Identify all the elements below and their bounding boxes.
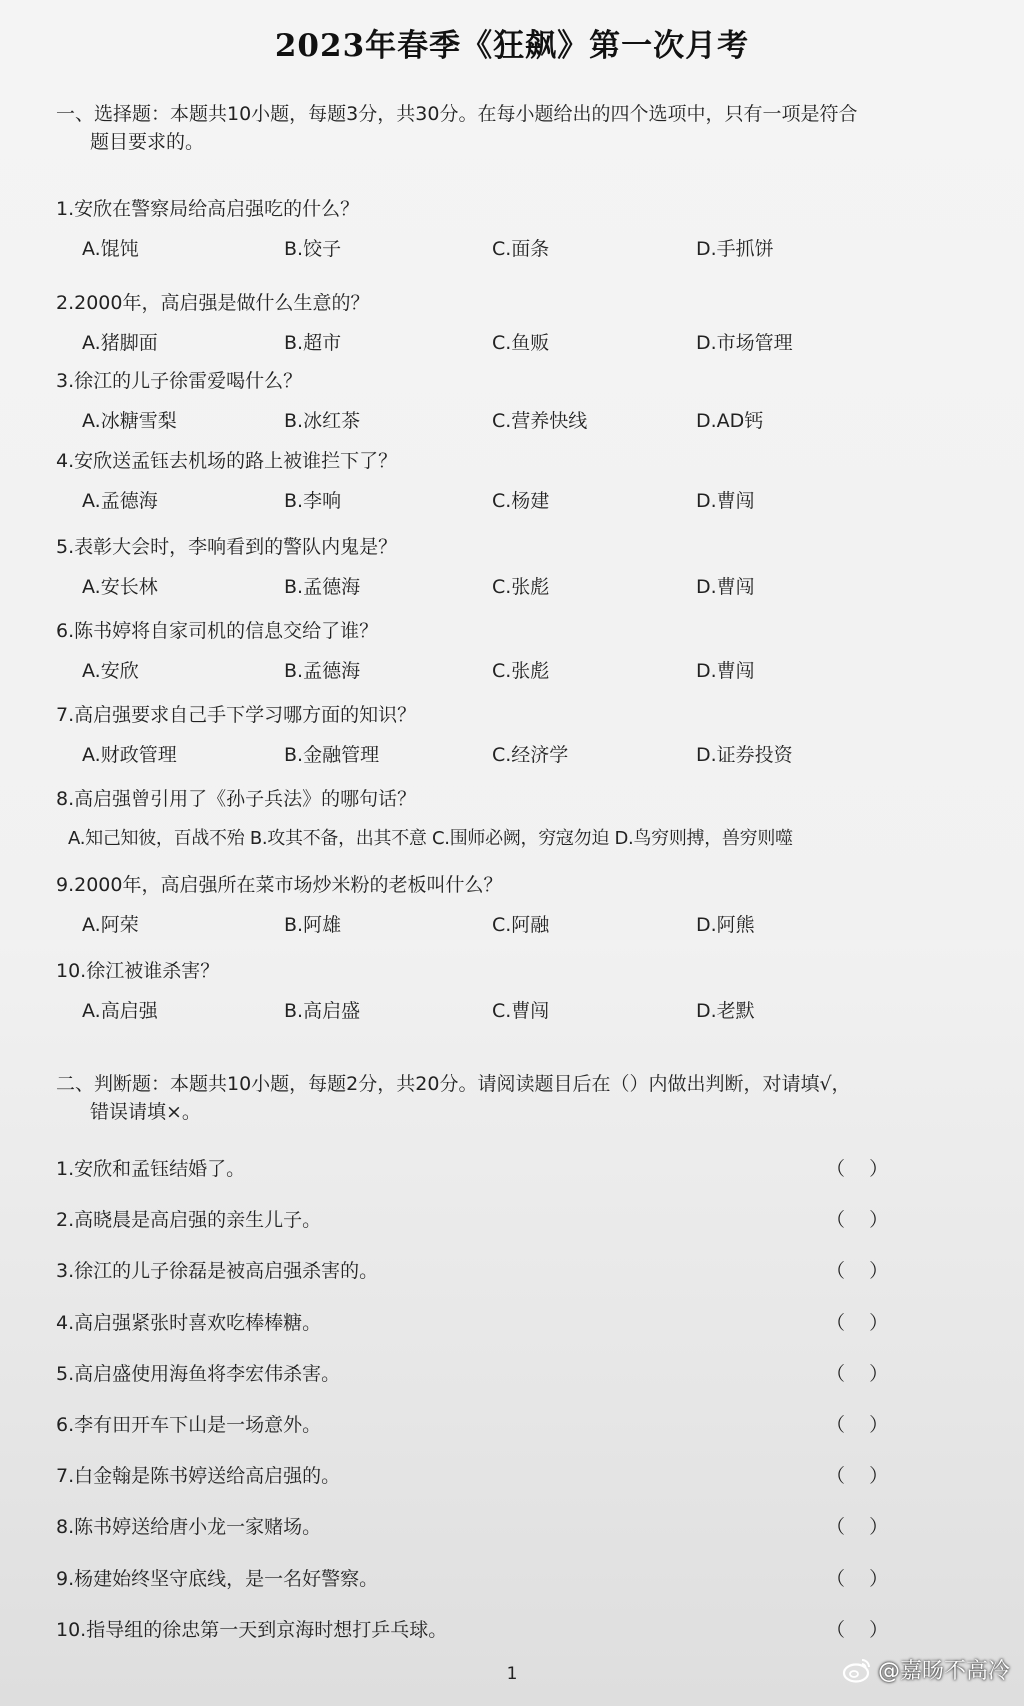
mc-option[interactable]: D.老默 xyxy=(696,1000,755,1022)
mc-options-1 xyxy=(82,236,982,262)
mc-question-4: 4.安欣送孟钰去机场的路上被谁拦下了？ xyxy=(56,450,398,472)
mc-option[interactable]: C.面条 xyxy=(492,238,550,260)
tf-statement: 1.安欣和孟钰结婚了。 xyxy=(56,1158,246,1180)
mc-option[interactable]: D.AD钙 xyxy=(696,410,764,432)
mc-option[interactable]: C.营养快线 xyxy=(492,410,588,432)
mc-options-3 xyxy=(82,408,982,434)
mc-option[interactable]: C.曹闯 xyxy=(492,1000,550,1022)
answer-bracket[interactable]: （ ） xyxy=(826,1362,889,1385)
mc-option[interactable]: A.馄饨 xyxy=(82,238,139,260)
mc-option[interactable]: C.鱼贩 xyxy=(492,332,550,354)
tf-item-7 xyxy=(56,1463,889,1489)
answer-bracket[interactable]: （ ） xyxy=(826,1414,889,1436)
watermark xyxy=(842,1654,1010,1685)
tf-item-1 xyxy=(56,1156,889,1182)
tf-statement: 2.高晓晨是高启强的亲生儿子。 xyxy=(56,1209,322,1232)
answer-bracket[interactable]: （ ） xyxy=(826,1618,889,1641)
answer-bracket[interactable]: （ ） xyxy=(826,1260,889,1283)
mc-option[interactable]: B.冰红茶 xyxy=(284,410,361,432)
watermark-text: @嘉旸不高冷 xyxy=(877,1659,1010,1684)
mc-option[interactable]: A.孟德海 xyxy=(82,490,158,512)
tf-item-8 xyxy=(56,1514,889,1540)
tf-item-9 xyxy=(56,1566,889,1592)
section2-heading-line1: 二、判断题：本题共10小题，每题2分，共20分。请阅读题目后在（）内做出判断，对请填√， xyxy=(56,1073,851,1095)
mc-question-9: 9.2000年，高启强所在菜市场炒米粉的老板叫什么？ xyxy=(56,874,503,896)
mc-option[interactable]: D.曹闯 xyxy=(696,490,755,512)
mc-option[interactable]: A.阿荣 xyxy=(82,914,139,936)
mc-question-7: 7.高启强要求自己手下学习哪方面的知识？ xyxy=(56,704,417,726)
tf-statement: 10.指导组的徐忠第一天到京海时想打乒乓球。 xyxy=(56,1618,448,1641)
answer-bracket[interactable]: （ ） xyxy=(826,1311,889,1334)
mc-option[interactable]: B.李响 xyxy=(284,490,342,512)
tf-statement: 3.徐江的儿子徐磊是被高启强杀害的。 xyxy=(56,1260,379,1283)
mc-option[interactable]: C.张彪 xyxy=(492,576,550,598)
answer-bracket[interactable]: （ ） xyxy=(826,1567,889,1590)
mc-question-3: 3.徐江的儿子徐雷爱喝什么？ xyxy=(56,370,303,392)
section2-heading-line2: 错误请填×。 xyxy=(90,1101,201,1123)
answer-bracket[interactable]: （ ） xyxy=(826,1465,889,1488)
mc-option[interactable]: A.冰糖雪梨 xyxy=(82,410,177,432)
mc-option[interactable]: B.高启盛 xyxy=(284,1000,361,1022)
mc-question-10: 10.徐江被谁杀害？ xyxy=(56,960,220,982)
mc-options-9 xyxy=(82,912,982,938)
mc-options-2 xyxy=(82,330,982,356)
answer-bracket[interactable]: （ ） xyxy=(826,1158,889,1180)
mc-option[interactable]: A.安欣 xyxy=(82,660,139,682)
tf-item-4 xyxy=(56,1310,889,1336)
mc-option[interactable]: C.张彪 xyxy=(492,660,550,682)
tf-item-10 xyxy=(56,1617,889,1643)
section2-heading xyxy=(56,1070,984,1126)
mc-options-6 xyxy=(82,658,982,684)
mc-option[interactable]: B.金融管理 xyxy=(284,744,380,766)
mc-option[interactable]: D.曹闯 xyxy=(696,660,755,682)
tf-item-3 xyxy=(56,1258,889,1284)
mc-option[interactable]: A.猪脚面 xyxy=(82,332,158,354)
mc-question-8: 8.高启强曾引用了《孙子兵法》的哪句话？ xyxy=(56,788,417,810)
section1-heading-line2: 题目要求的。 xyxy=(90,131,205,153)
mc-question-1: 1.安欣在警察局给高启强吃的什么？ xyxy=(56,198,360,220)
mc-option[interactable]: B.孟德海 xyxy=(284,576,361,598)
tf-statement: 8.陈书婷送给唐小龙一家赌场。 xyxy=(56,1516,322,1539)
mc-option[interactable]: D.市场管理 xyxy=(696,332,793,354)
tf-item-6 xyxy=(56,1412,889,1438)
answer-bracket[interactable]: （ ） xyxy=(826,1516,889,1539)
mc-option[interactable]: A.安长林 xyxy=(82,576,158,598)
mc-option[interactable]: C.阿融 xyxy=(492,914,550,936)
mc-options-10 xyxy=(82,998,982,1024)
answer-bracket[interactable]: （ ） xyxy=(826,1209,889,1232)
tf-statement: 4.高启强紧张时喜欢吃棒棒糖。 xyxy=(56,1311,322,1334)
tf-item-5 xyxy=(56,1361,889,1387)
mc-option[interactable]: D.曹闯 xyxy=(696,576,755,598)
tf-statement: 6.李有田开车下山是一场意外。 xyxy=(56,1414,322,1436)
tf-statement: 7.白金翰是陈书婷送给高启强的。 xyxy=(56,1465,341,1488)
mc-options-line-8: A.知己知彼，百战不殆 B.攻其不备，出其不意 C.围师必阙，穷寇勿迫 D.鸟穷则搏，兽穷则噬 xyxy=(68,828,793,849)
mc-option[interactable]: D.阿熊 xyxy=(696,914,755,936)
mc-options-7 xyxy=(82,742,982,768)
tf-statement: 9.杨建始终坚守底线，是一名好警察。 xyxy=(56,1567,379,1590)
mc-option[interactable]: B.饺子 xyxy=(284,238,342,260)
exam-title: 2023年春季《狂飙》第一次月考 xyxy=(274,28,750,64)
mc-option[interactable]: C.杨建 xyxy=(492,490,550,512)
mc-options-4 xyxy=(82,488,982,514)
mc-options-5 xyxy=(82,574,982,600)
section1-heading xyxy=(56,100,984,156)
mc-option[interactable]: B.孟德海 xyxy=(284,660,361,682)
mc-question-2: 2.2000年，高启强是做什么生意的？ xyxy=(56,292,370,314)
mc-option[interactable]: B.阿雄 xyxy=(284,914,342,936)
mc-question-6: 6.陈书婷将自家司机的信息交给了谁？ xyxy=(56,620,379,642)
mc-question-5: 5.表彰大会时，李响看到的警队内鬼是？ xyxy=(56,536,398,558)
page-number: 1 xyxy=(506,1664,518,1684)
mc-option[interactable]: C.经济学 xyxy=(492,744,569,766)
mc-option[interactable]: D.证券投资 xyxy=(696,744,793,766)
tf-item-2 xyxy=(56,1207,889,1233)
weibo-logo-icon xyxy=(842,1657,872,1683)
tf-statement: 5.高启盛使用海鱼将李宏伟杀害。 xyxy=(56,1362,341,1385)
mc-option[interactable]: A.财政管理 xyxy=(82,744,177,766)
mc-option[interactable]: B.超市 xyxy=(284,332,342,354)
mc-option[interactable]: D.手抓饼 xyxy=(696,238,774,260)
section1-heading-line1: 一、选择题：本题共10小题，每题3分，共30分。在每小题给出的四个选项中，只有一项是符合 xyxy=(56,103,858,125)
mc-option[interactable]: A.高启强 xyxy=(82,1000,158,1022)
